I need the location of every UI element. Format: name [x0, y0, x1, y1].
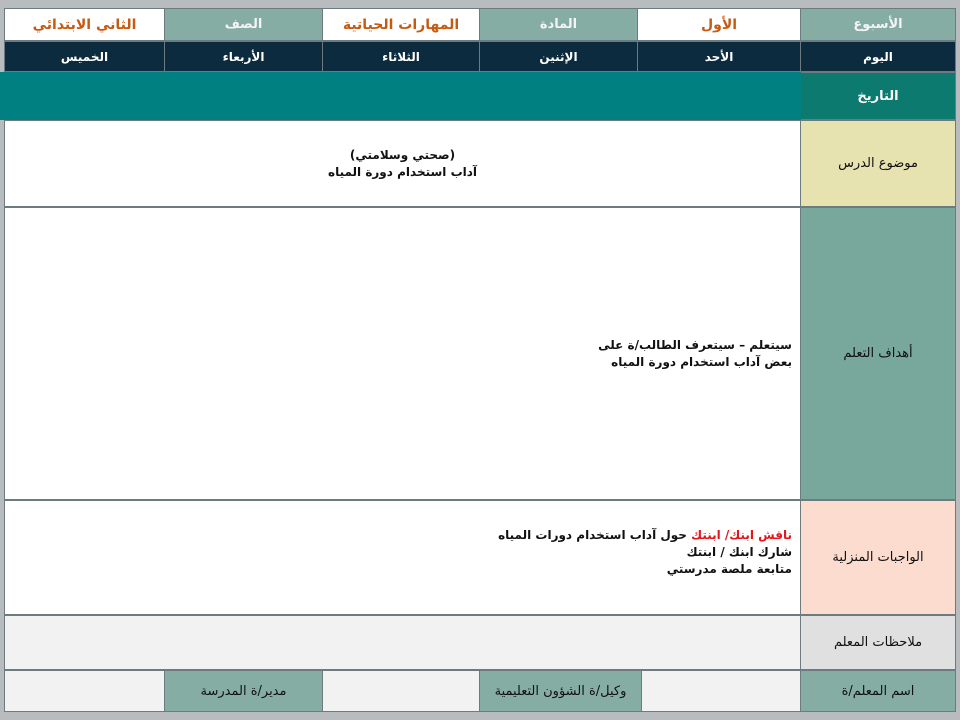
teacher-field[interactable]: [641, 670, 801, 712]
topic-line2: آداب استخدام دورة المياه: [327, 164, 478, 179]
week-label: الأسبوع: [800, 8, 956, 41]
homework-line3: متابعة ملصة مدرستي: [666, 562, 792, 576]
topic-line1: (صحتي وسلامتي): [349, 147, 456, 162]
topic-label: موضوع الدرس: [800, 120, 956, 207]
day-tuesday[interactable]: الثلاثاء: [322, 41, 480, 72]
grade-label: الصف: [164, 8, 323, 41]
day-monday[interactable]: الإثنين: [479, 41, 638, 72]
objectives-content[interactable]: [4, 207, 801, 500]
topic-content[interactable]: [4, 120, 801, 207]
teacher-label: اسم المعلم/ة: [800, 670, 956, 712]
objectives-label: أهداف التعلم: [800, 207, 956, 500]
principal-field[interactable]: [4, 670, 165, 712]
objectives-line1: سيتعلم – سيتعرف الطالب/ة على: [598, 337, 792, 352]
homework-line1-black: حول آداب استخدام دورات المياه: [498, 528, 687, 542]
day-label: اليوم: [800, 41, 956, 72]
notes-field[interactable]: [4, 615, 801, 670]
day-thursday[interactable]: الخميس: [4, 41, 165, 72]
homework-content[interactable]: [4, 500, 801, 615]
day-wednesday[interactable]: الأربعاء: [164, 41, 323, 72]
subject-label: المادة: [479, 8, 638, 41]
grade-value[interactable]: الثاني الابتدائي: [4, 8, 165, 41]
notes-label: ملاحظات المعلم: [800, 615, 956, 670]
date-field[interactable]: [0, 72, 801, 120]
objectives-line2: بعض آداب استخدام دورة المياه: [611, 354, 792, 369]
date-label: التاريخ: [800, 72, 956, 120]
principal-label: مدير/ة المدرسة: [164, 670, 323, 712]
deputy-label: وكيل/ة الشؤون التعليمية: [479, 670, 642, 712]
subject-value[interactable]: المهارات الحياتية: [322, 8, 480, 41]
homework-line2: شارك ابنك / ابنتك: [686, 545, 792, 559]
homework-line1-red: ناقش ابنك/ ابنتك: [691, 528, 792, 542]
homework-label: الواجبات المنزلية: [800, 500, 956, 615]
deputy-field[interactable]: [322, 670, 480, 712]
day-sunday[interactable]: الأحد: [637, 41, 801, 72]
week-value[interactable]: الأول: [637, 8, 801, 41]
